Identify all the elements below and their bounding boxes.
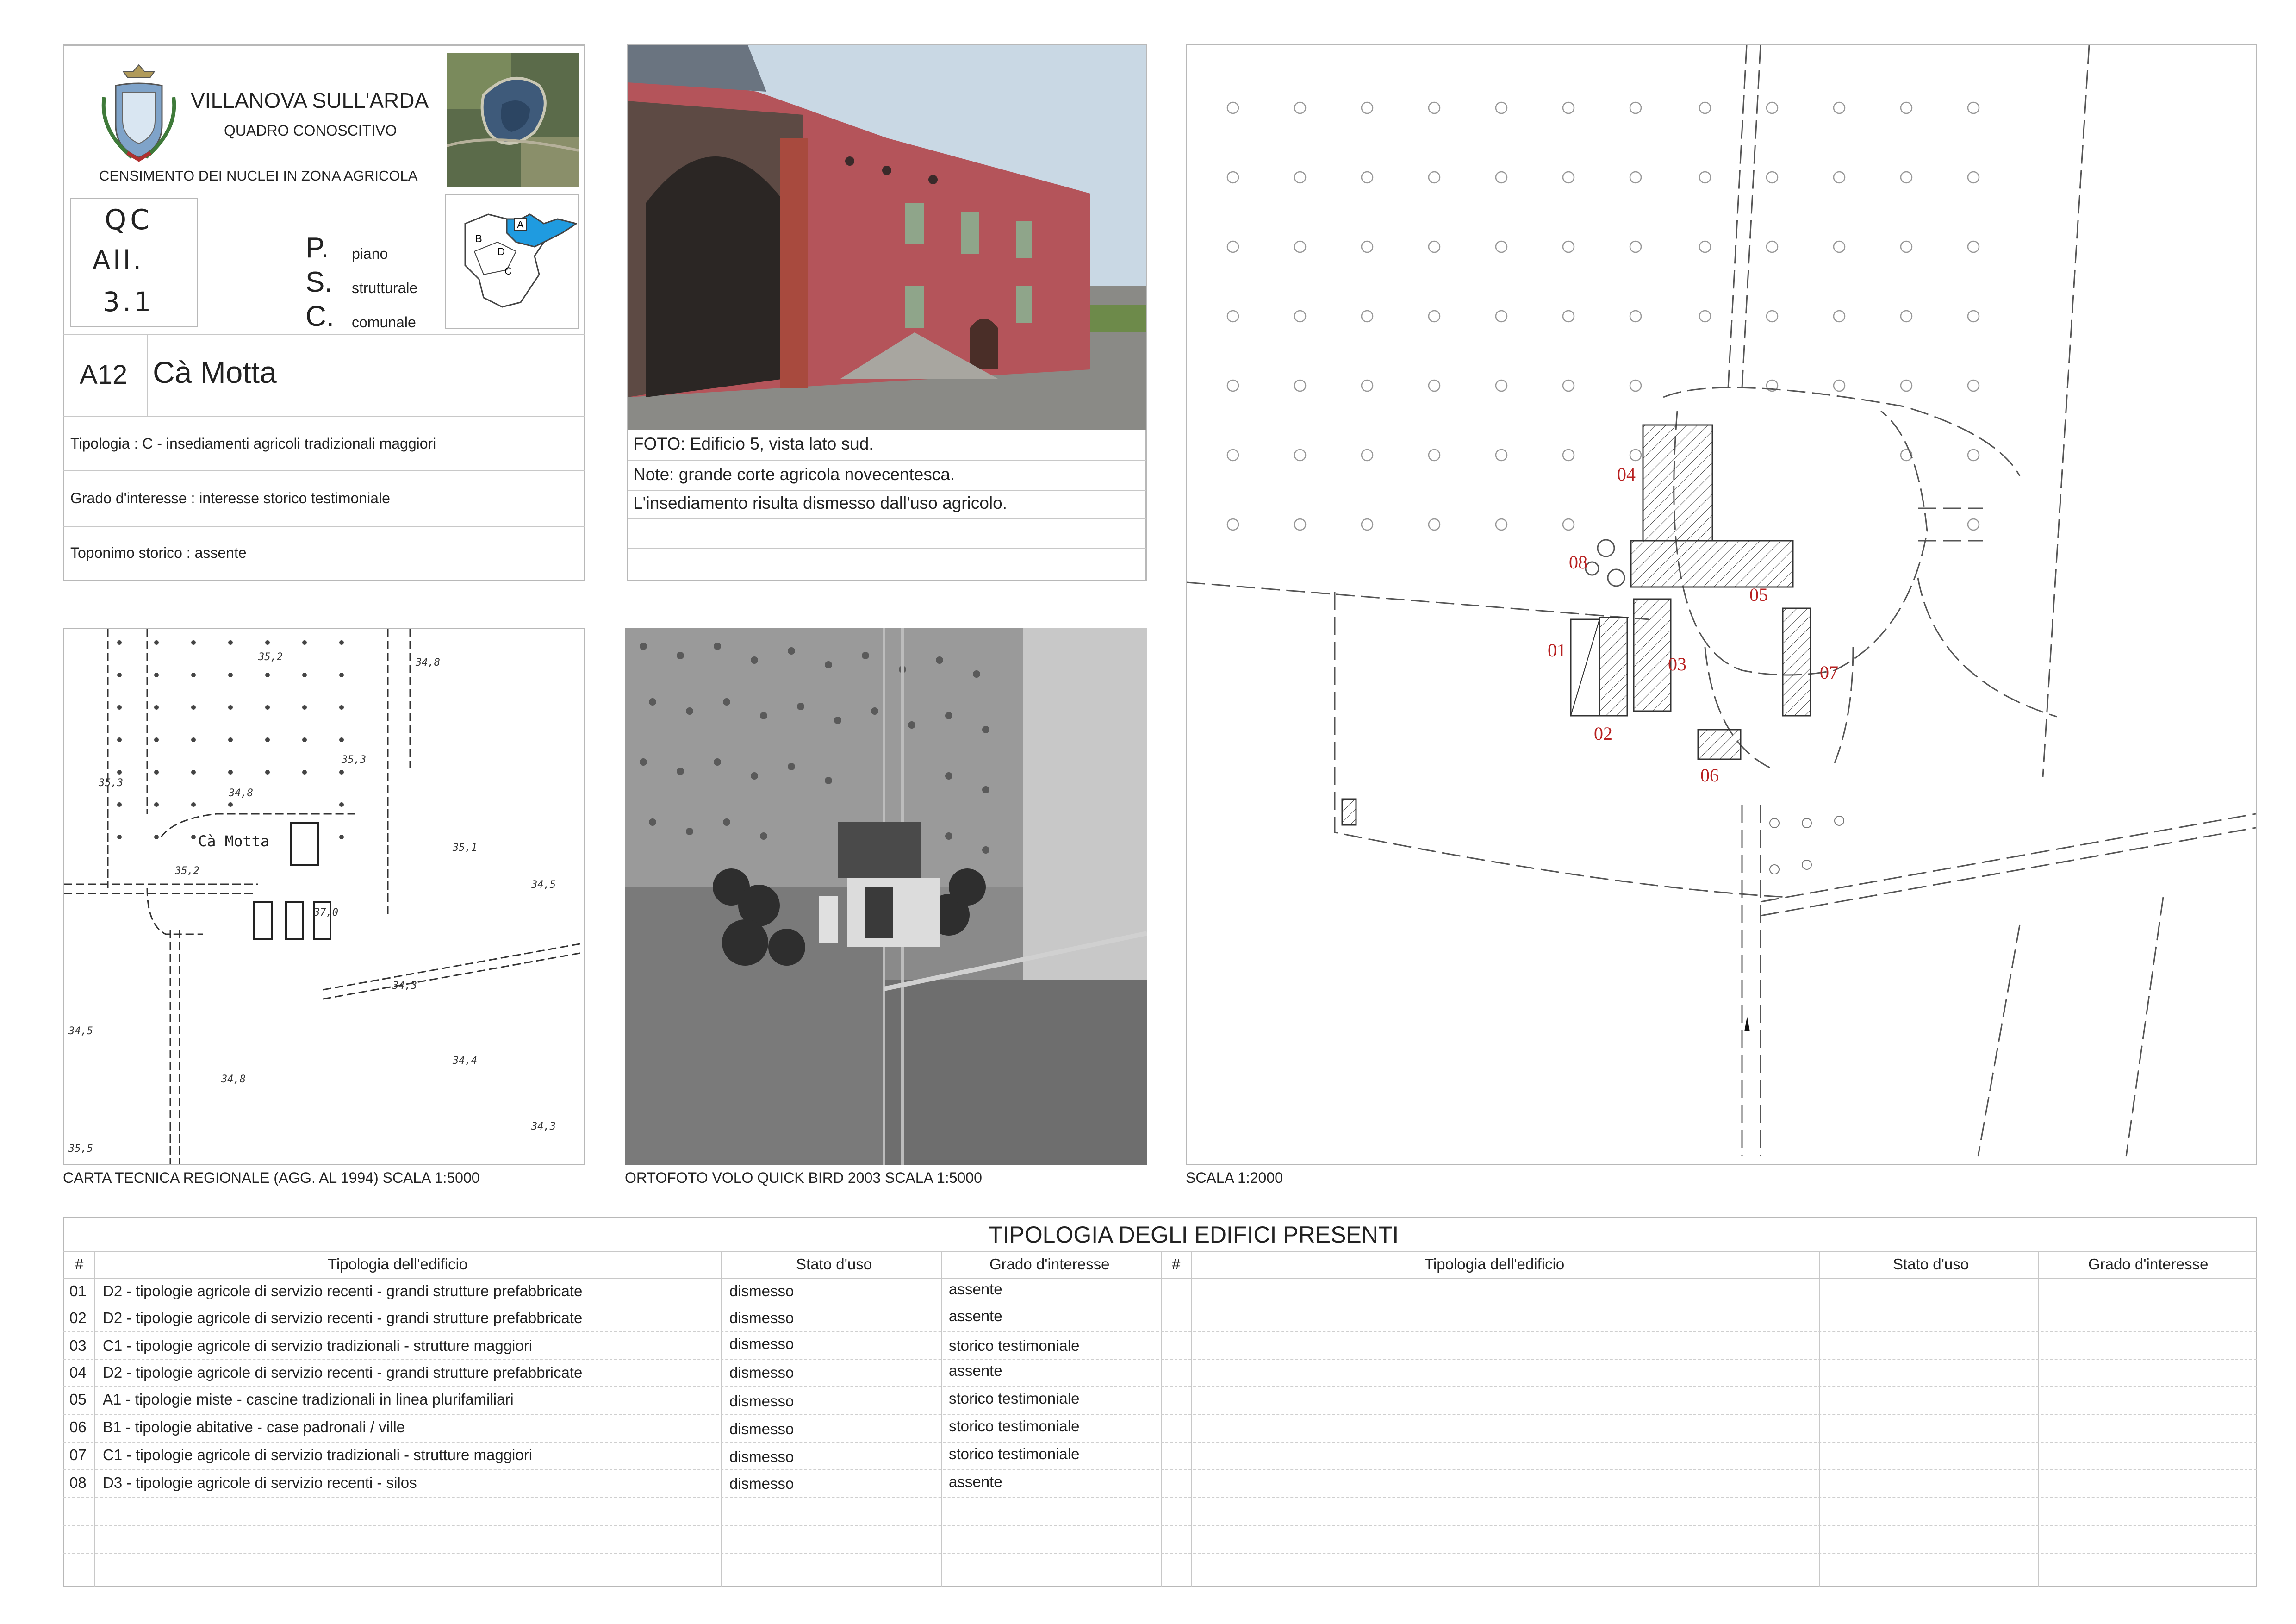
ctr-label: 34,3	[392, 980, 417, 992]
column-divider	[941, 1251, 942, 1587]
column-divider	[721, 1251, 722, 1587]
row-number: 01	[69, 1282, 87, 1299]
plan-label-04: 04	[1617, 464, 1636, 485]
ortho-caption: ORTOFOTO VOLO QUICK BIRD 2003 SCALA 1:5000	[625, 1169, 982, 1186]
psc-letter-p: P.	[305, 232, 329, 264]
plan-label-02: 02	[1594, 723, 1612, 744]
ctr-label: 34,8	[221, 1074, 246, 1085]
ctr-label: 35,2	[258, 651, 283, 663]
row-grado: assente	[949, 1362, 1002, 1379]
zone-label-a: A	[517, 219, 524, 231]
table-header-stato-2: Stato d'uso	[1893, 1255, 1969, 1273]
ctr-label: 35,1	[453, 842, 477, 854]
ctr-label: 34,5	[68, 1025, 93, 1037]
row-divider	[63, 1553, 2257, 1554]
plan-label-06: 06	[1700, 765, 1719, 786]
row-stato: dismesso	[729, 1364, 794, 1381]
row-number: 08	[69, 1474, 87, 1491]
ctr-label: 34,4	[453, 1055, 477, 1067]
row-divider	[63, 1469, 2257, 1470]
photo-note-2: L'insediamento risulta dismesso dall'uso agricolo.	[633, 493, 1007, 512]
site-code: A12	[80, 360, 128, 390]
row-tipologia: D2 - tipologie agricole di servizio recenti - grandi strutture prefabbricate	[103, 1364, 583, 1381]
plan-building-04	[1643, 425, 1712, 541]
row-tipologia: C1 - tipologie agricole di servizio tradizionali - strutture maggiori	[103, 1337, 533, 1354]
row-number: 03	[69, 1337, 87, 1354]
photo-note-1: Note: grande corte agricola novecentesca.	[633, 465, 955, 484]
qc-line-1: QC	[105, 204, 154, 236]
census-title: CENSIMENTO DEI NUCLEI IN ZONA AGRICOLA	[99, 168, 418, 184]
plan-label-07: 07	[1820, 662, 1838, 683]
row-divider	[63, 1497, 2257, 1498]
row-tipologia: A1 - tipologie miste - cascine tradizionali in linea plurifamiliari	[103, 1391, 514, 1408]
row-grado: assente	[949, 1280, 1002, 1298]
divider	[147, 334, 148, 416]
row-grado: storico testimoniale	[949, 1445, 1080, 1462]
column-divider	[94, 1251, 95, 1587]
divider	[628, 460, 1146, 461]
divider	[63, 526, 585, 527]
psc-letter-c: C.	[305, 300, 334, 332]
building-photo	[628, 45, 1146, 430]
row-stato: dismesso	[729, 1393, 794, 1410]
table-header-stato: Stato d'uso	[796, 1255, 872, 1273]
psc-word-strutturale: strutturale	[352, 280, 418, 296]
table-title: TIPOLOGIA DEGLI EDIFICI PRESENTI	[989, 1222, 1399, 1248]
row-tipologia: B1 - tipologie abitative - case padronali / ville	[103, 1418, 405, 1436]
site-name: Cà Motta	[153, 355, 277, 389]
ctr-caption: CARTA TECNICA REGIONALE (AGG. AL 1994) SCALA 1:5000	[63, 1169, 480, 1186]
table-header-grado: Grado d'interesse	[989, 1255, 1110, 1273]
psc-letter-s: S.	[305, 266, 333, 298]
plan-caption: SCALA 1:2000	[1186, 1169, 1283, 1186]
row-stato: dismesso	[729, 1335, 794, 1352]
zone-label-d: D	[498, 246, 505, 257]
coat-of-arms-icon	[95, 60, 183, 164]
row-stato: dismesso	[729, 1309, 794, 1326]
ctr-label: 34,8	[416, 657, 440, 668]
plan-label-01: 01	[1548, 640, 1566, 661]
ctr-label: 35,3	[99, 777, 123, 789]
aerial-thumbnail	[447, 53, 579, 187]
row-divider	[63, 1414, 2257, 1415]
column-divider	[2038, 1251, 2039, 1587]
row-tipologia: D2 - tipologie agricole di servizio recenti - grandi strutture prefabbricate	[103, 1282, 583, 1299]
plan-label-05: 05	[1749, 584, 1768, 605]
row-number: 04	[69, 1364, 87, 1381]
divider	[63, 416, 585, 417]
row-grado: storico testimoniale	[949, 1390, 1080, 1407]
table-header-grado-2: Grado d'interesse	[2088, 1255, 2209, 1273]
row-divider	[63, 1359, 2257, 1360]
psc-word-piano: piano	[352, 245, 388, 262]
zone-label-c: C	[504, 265, 512, 277]
ctr-map	[64, 629, 584, 1164]
row-number: 07	[69, 1446, 87, 1463]
row-stato: dismesso	[729, 1475, 794, 1492]
divider	[63, 1278, 2257, 1279]
column-divider	[1819, 1251, 1820, 1587]
ctr-label: 37,0	[314, 907, 338, 918]
row-number: 06	[69, 1418, 87, 1436]
plan-label-03: 03	[1668, 654, 1686, 675]
row-grado: storico testimoniale	[949, 1337, 1080, 1354]
comune-name: VILLANOVA SULL'ARDA	[191, 88, 429, 112]
row-stato: dismesso	[729, 1420, 794, 1437]
column-divider	[1161, 1251, 1162, 1587]
photo-caption: FOTO: Edificio 5, vista lato sud.	[633, 434, 874, 453]
row-divider	[63, 1331, 2257, 1332]
row-divider	[63, 1525, 2257, 1526]
row-grado: assente	[949, 1473, 1002, 1490]
ctr-label: 34,3	[531, 1121, 556, 1132]
zone-label-b: B	[475, 233, 482, 244]
site-plan	[1187, 45, 2256, 1164]
ctr-label: 35,5	[68, 1143, 93, 1155]
divider	[63, 470, 585, 471]
ctr-label: 35,3	[342, 754, 366, 766]
plan-label-08: 08	[1569, 552, 1587, 573]
divider	[63, 334, 585, 335]
psc-word-comunale: comunale	[352, 314, 416, 331]
table-header-tipologia: Tipologia dell'edificio	[328, 1255, 468, 1273]
site-toponimo: Toponimo storico : assente	[70, 544, 247, 561]
row-tipologia: C1 - tipologie agricole di servizio tradizionali - strutture maggiori	[103, 1446, 533, 1463]
row-stato: dismesso	[729, 1448, 794, 1465]
plan-building-05	[1631, 541, 1793, 587]
plan-building-03	[1634, 599, 1671, 711]
divider	[63, 1251, 2257, 1252]
row-grado: storico testimoniale	[949, 1418, 1080, 1435]
ctr-label: 34,8	[229, 787, 253, 799]
plan-building-07	[1783, 608, 1811, 716]
qc-line-3: 3.1	[103, 286, 154, 318]
plan-building-06	[1698, 730, 1741, 759]
column-divider	[1191, 1251, 1192, 1587]
table-header-number: #	[75, 1255, 84, 1273]
ctr-place-name: Cà Motta	[198, 832, 270, 850]
divider	[628, 548, 1146, 549]
row-tipologia: D2 - tipologie agricole di servizio recenti - grandi strutture prefabbricate	[103, 1309, 583, 1326]
site-grado: Grado d'interesse : interesse storico testimoniale	[70, 490, 390, 506]
row-stato: dismesso	[729, 1282, 794, 1299]
row-tipologia: D3 - tipologie agricole di servizio recenti - silos	[103, 1474, 417, 1491]
orthophoto	[625, 628, 1147, 1165]
row-number: 05	[69, 1391, 87, 1408]
plan-building-02	[1599, 618, 1627, 716]
row-number: 02	[69, 1309, 87, 1326]
header-subtitle: QUADRO CONOSCITIVO	[224, 122, 397, 139]
ctr-label: 35,2	[175, 865, 199, 877]
divider	[628, 518, 1146, 519]
qc-line-2: All.	[93, 245, 144, 275]
row-divider	[63, 1442, 2257, 1443]
row-grado: assente	[949, 1307, 1002, 1324]
divider	[628, 490, 1146, 491]
site-tipologia: Tipologia : C - insediamenti agricoli tradizionali maggiori	[70, 435, 436, 452]
table-header-number-2: #	[1172, 1255, 1181, 1273]
ctr-label: 34,5	[531, 879, 556, 891]
row-divider	[63, 1386, 2257, 1387]
zone-map	[447, 196, 577, 327]
table-header-tipologia-2: Tipologia dell'edificio	[1425, 1255, 1565, 1273]
